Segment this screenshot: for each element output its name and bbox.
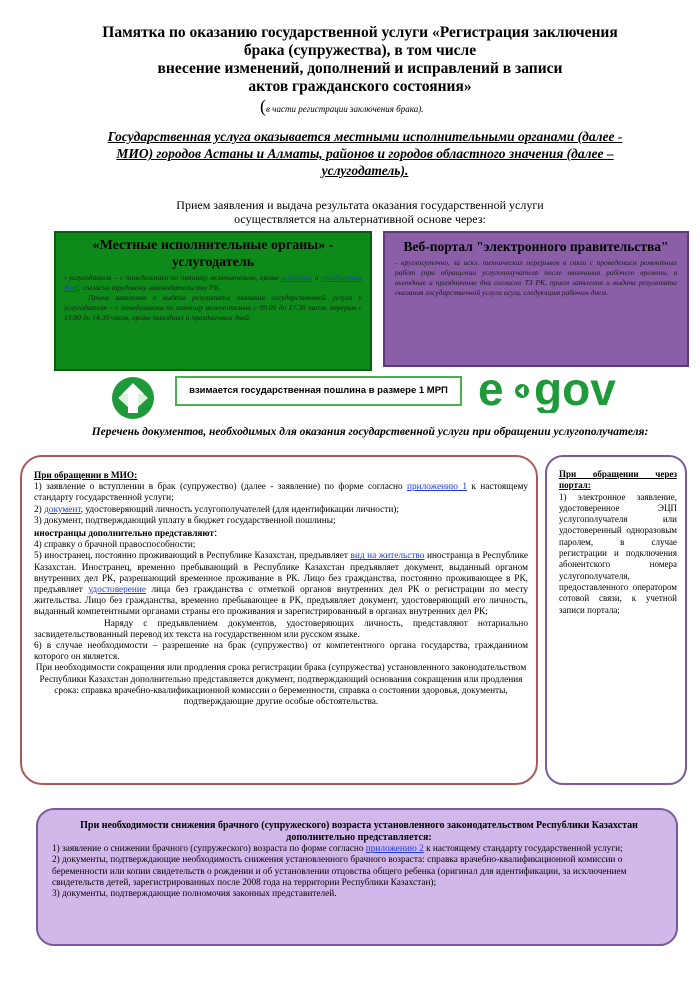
egov-logo-icon [478, 365, 668, 413]
title-line: брака (супружества), в том числе [243, 42, 477, 59]
portal-box-text: - круглосуточно, за искл. технических перерывов в связи с проведением ремонтных работ (при обращении услугополучателя после окончания рабочего времени, в выходные и праздничные дни согласно ТЗ РК, прием заявления и выдача результата оказания государственной услуги осущ. следующим рабочим днем. [395, 258, 677, 297]
mio-box-schedule [64, 273, 362, 293]
doc-text: 2) [34, 504, 45, 515]
doc-text: лица без гражданства с отметкой органов внутренних дел РК о регистрации по месту жительства. Лицо без гражданства, временно пребывающее в РК, предъявляет документ, удостоверяющий его личность, выданный компетентными органами страны его проживания и зарегистрированный в органах внутренних дел РК; [34, 585, 528, 618]
note-paren: ( [260, 96, 266, 116]
certificate-link[interactable]: удостоверение [88, 585, 147, 596]
age-item: 2) документы, подтверждающие необходимость снижения установленного брачного возраста: справка врачебно-квалификационной комиссии о беременности или копии свидетельств о рождении и об установлении отцовства общего ребенка (оригинал для идентификации, за исключением свидетельств детей, зарегистрированных после 2008 года на территории Республики Казахстан); [52, 855, 627, 888]
alternative-basis [120, 198, 600, 226]
title-line: Памятка по оказанию государственной услуги «Регистрация заключения [102, 24, 618, 41]
doc-text: иностранца в Республике Казахстан. Иностранец, временно пребывающий в Республике Казахстан предъявляет документ, выданный органом внутренних дел РК, разрешающий временное проживание в РК. Лицо без гражданства, постоянно проживающее в РК, предъявляет [34, 551, 529, 596]
svg-text:gov: gov [534, 365, 616, 413]
age-text: 1) заявление о снижении брачного (супружеского) возраста по форме согласно [52, 844, 366, 854]
mio-text: и [312, 273, 321, 282]
age-text: к настоящему стандарту государственной услуги; [423, 844, 623, 854]
mio-box-hours: Прием заявления и выдача результата оказания государственной услуги у услугодателя – с понедельника по пятницу включительно с 09.00 до 17.30 часов, перерыв с 13.00 до 14.30 часов, кроме выходных и праздничных дней. [64, 293, 362, 322]
age-item: 3) документы, подтверждающие полномочия законных представителей. [52, 889, 337, 900]
doc-item: 6) в случае необходимости – разрешение на брак (супружество) от компетентного органа государства, гражданином которого он является. [34, 641, 528, 663]
reduction-note: При необходимости сокращения или продления срока регистрации брака (супружества) установленного законодательством Республики Казахстан дополнительно представляется документ, подтверждающий основания сокращения или продления срока: справка врачебно-квалификационной комиссии о беременности, справка о состоянии здоровья, документы, подтверждающие другие особые обстоятельства. [35, 663, 527, 708]
doc-item [34, 505, 528, 516]
age-reduction-box [36, 808, 678, 946]
doc-item: 4) справку о брачной правоспособности; [34, 540, 196, 551]
notarial-note: Наряду с предъявлением документов, удостоверяющих личность, представляют нотариально засвидетельствованный перевод их текста на государственном или русском языке. [34, 618, 528, 640]
holidays-link[interactable]: праздничных дней [64, 273, 362, 292]
egov-emblem-icon [110, 375, 156, 421]
residence-permit-link[interactable]: вид на жительство [350, 551, 425, 562]
mio-documents-box [20, 455, 538, 785]
weekends-link[interactable]: выходных [281, 273, 313, 282]
doc-text: к настоящему стандарту государственной услуги; [34, 482, 528, 504]
doc-item [34, 482, 528, 504]
mio-box-title: «Местные исполнительные органы» - услугодатель [92, 238, 334, 270]
provider-statement: Государственная услуга оказывается местными исполнительными органами (далее - МИО) городов Астаны и Алматы, районов и городов областного значения (далее – услугодатель). [107, 129, 623, 178]
mio-text: - услугодателя – с понедельника по пятницу включительно, кроме [64, 273, 282, 282]
doc-text: 5) иностранец, постоянно проживающий в Республике Казахстан, предъявляет [34, 551, 351, 562]
doc-text: 1) заявление о вступлении в брак (супружество) (далее - заявление) по форме согласно [34, 482, 407, 493]
mio-docs-heading: При обращении в МИО: [34, 471, 138, 481]
foreigners-colon: : [213, 525, 218, 540]
mio-box [54, 231, 372, 371]
portal-documents-box [545, 455, 687, 785]
page-title [90, 24, 630, 96]
portal-docs-heading: При обращении через портал: [559, 469, 677, 491]
alternative-line: Прием заявления и выдача результата оказания государственной услуги [176, 198, 544, 212]
doc-text: , удостоверяющий личность услугополучателей (для идентификации личности); [80, 504, 399, 515]
age-item [52, 844, 666, 855]
title-line: внесение изменений, дополнений и исправлений в записи [157, 60, 563, 77]
mio-text: , согласно трудовому законодательству РК. [78, 283, 221, 292]
portal-box [383, 231, 689, 367]
appendix-2-link[interactable]: приложению 2 [365, 844, 424, 854]
documents-list-title: Перечень документов, необходимых для оказания государственной услуги при обращении услугополучателя: [91, 426, 649, 438]
appendix-1-link[interactable]: приложению 1 [407, 482, 467, 493]
alternative-line: осуществляется на альтернативной основе через: [234, 212, 486, 226]
subtitle-note [260, 96, 520, 117]
title-line: актов гражданского состояния» [248, 78, 472, 95]
document-link[interactable]: документ [44, 504, 81, 515]
portal-box-title: Веб-портал "электронного правительства" [403, 239, 669, 254]
age-box-heading: При необходимости снижения брачного (супружеского) возраста установленного законодательством Республики Казахстан дополнительно представляется: [80, 820, 638, 843]
svg-text:e: e [478, 365, 504, 413]
foreigners-heading [34, 527, 528, 540]
doc-item [34, 551, 528, 618]
portal-doc-item: 1) электронное заявление, удостоверенное ЭЦП услугополучателя или удостоверенный одноразовым паролем, в случае регистрации и подключения абонентского номера услугополучателя, предоставленного оператором сотовой связи, к учетной записи портала; [559, 491, 677, 615]
doc-item: 3) документ, подтверждающий уплату в бюджет государственной пошлины; [34, 515, 336, 526]
note-text: в части регистрации заключения брака). [266, 104, 424, 114]
state-fee-banner: взимается государственная пошлина в размере 1 МРП [175, 376, 462, 406]
foreigners-heading-text: иностранцы дополнительно представляют [34, 529, 214, 540]
